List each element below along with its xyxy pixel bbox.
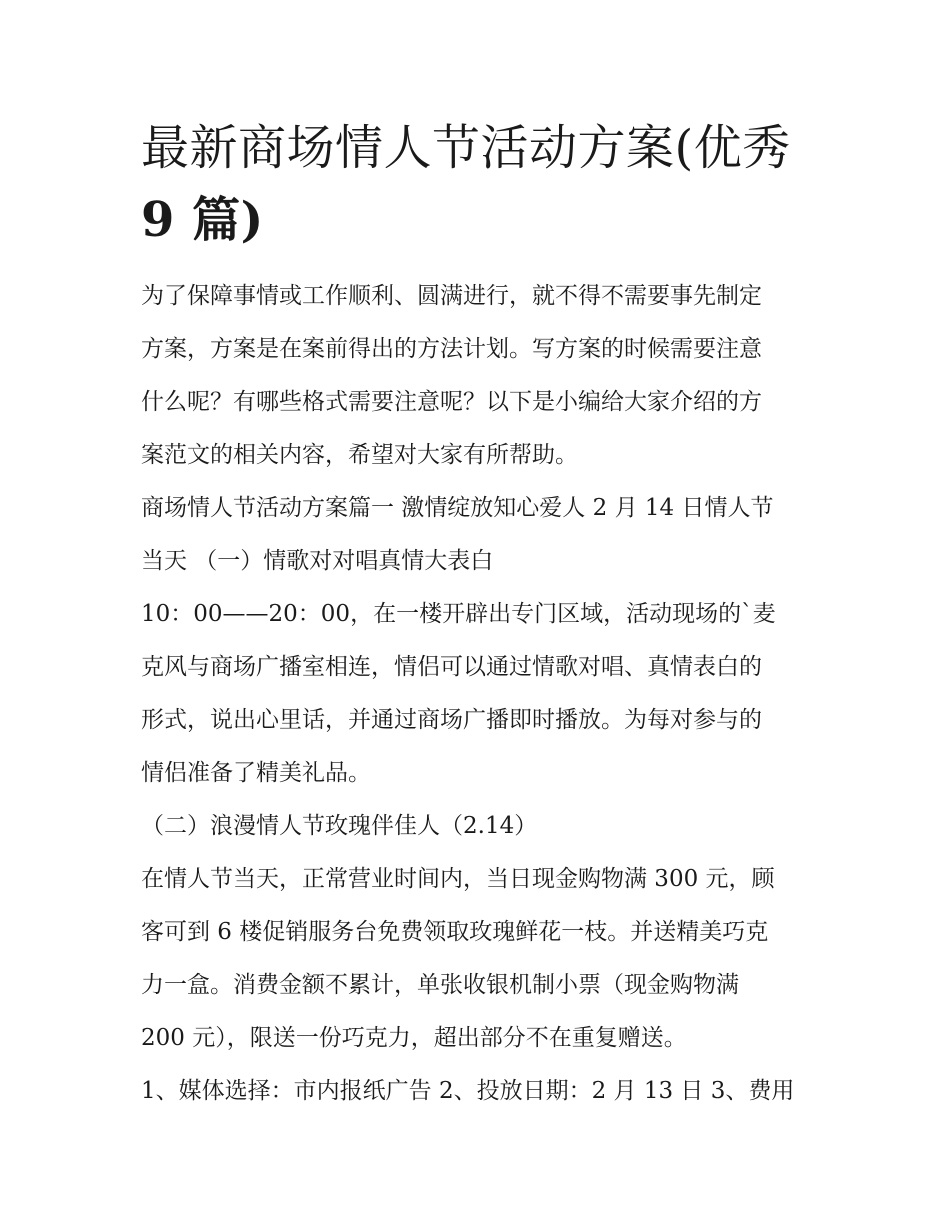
section-heading-paragraph (141, 482, 821, 588)
text-line: 情侣准备了精美礼品。 (141, 760, 371, 786)
text-line: 客可到 6 楼促销服务台免费领取玫瑰鲜花一枝。并送精美巧克 (141, 919, 769, 945)
text-line: 案范文的相关内容，希望对大家有所帮助。 (141, 442, 578, 468)
text-line: 当天 （一）情歌对对唱真情大表白 (141, 548, 494, 574)
text-line: 什么呢？有哪些格式需要注意呢？以下是小编给大家介绍的方 (141, 389, 762, 415)
title-line: 最新商场情人节活动方案(优秀 (141, 120, 791, 176)
text-line: 克风与商场广播室相连，情侣可以通过情歌对唱、真情表白的 (141, 654, 762, 680)
text-line: 在情人节当天，正常营业时间内，当日现金购物满 300 元，顾 (141, 866, 775, 892)
text-line: 为了保障事情或工作顺利、圆满进行，就不得不需要事先制定 (141, 283, 762, 309)
text-line: 力一盒。消费金额不累计，单张收银机制小票（现金购物满 (141, 972, 739, 998)
activity-one-paragraph (141, 588, 821, 800)
title-line: 9 篇) (141, 192, 264, 248)
text-line: 200 元），限送一份巧克力，超出部分不在重复赠送。 (141, 1025, 687, 1051)
text-line: 1、媒体选择：市内报纸广告 2、投放日期：2 月 13 日 3、费用 (141, 1078, 795, 1104)
text-line: 方案，方案是在案前得出的方法计划。写方案的时候需要注意 (141, 336, 762, 362)
document-body (141, 112, 821, 1118)
activity-two-heading (141, 800, 821, 853)
text-line: 商场情人节活动方案篇一 激情绽放知心爱人 2 月 14 日情人节 (141, 495, 774, 521)
text-line: （二）浪漫情人节玫瑰伴佳人（2.14） (141, 813, 538, 839)
activity-two-paragraph (141, 853, 821, 1065)
intro-paragraph (141, 270, 821, 482)
text-line: 形式，说出心里话，并通过商场广播即时播放。为每对参与的 (141, 707, 762, 733)
media-plan-paragraph (141, 1065, 821, 1118)
document-title (141, 112, 821, 256)
text-line: 10：00——20：00，在一楼开辟出专门区域，活动现场的`麦 (141, 601, 776, 627)
